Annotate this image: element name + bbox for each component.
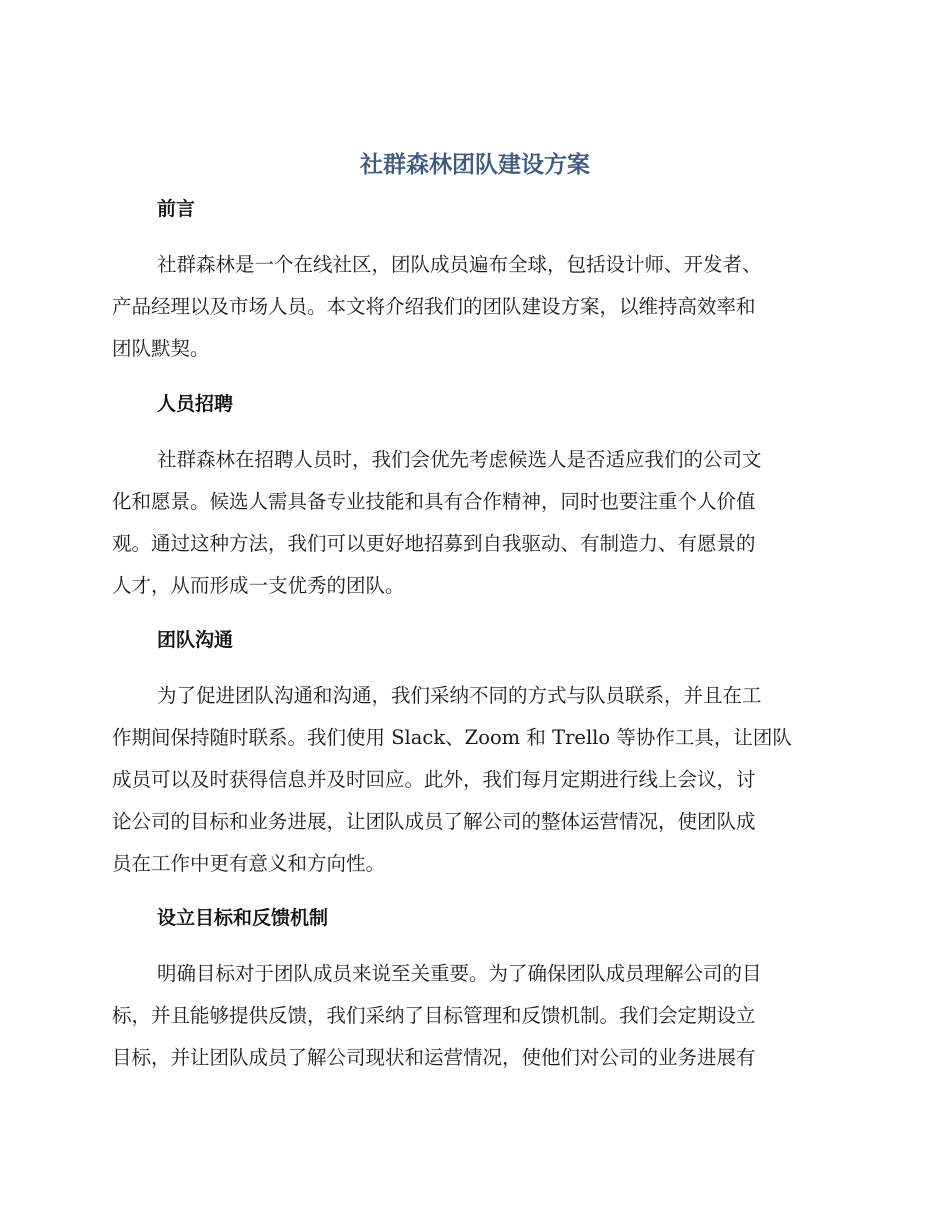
paragraph-line: 论公司的目标和业务进展，让团队成员了解公司的整体运营情况，使团队成 (112, 810, 756, 833)
paragraph-line: 社群森林在招聘人员时，我们会优先考虑候选人是否适应我们的公司文 (157, 448, 762, 471)
section-heading-recruitment: 人员招聘 (157, 393, 234, 415)
paragraph-line: 社群森林是一个在线社区，团队成员遍布全球，包括设计师、开发者、 (157, 253, 762, 276)
document-title: 社群森林团队建设方案 (360, 152, 590, 178)
section-heading-communication: 团队沟通 (157, 629, 234, 651)
paragraph-line: 目标，并让团队成员了解公司现状和运营情况，使他们对公司的业务进展有 (112, 1046, 756, 1069)
paragraph-line: 团队默契。 (112, 337, 210, 360)
paragraph-line: 作期间保持随时联系。我们使用 Slack、Zoom 和 Trello 等协作工具，让团队 (112, 726, 792, 749)
paragraph-line: 观。通过这种方法，我们可以更好地招募到自我驱动、有制造力、有愿景的 (112, 532, 756, 555)
paragraph-line: 员在工作中更有意义和方向性。 (112, 852, 386, 875)
paragraph-line: 为了促进团队沟通和沟通，我们采纳不同的方式与队员联系，并且在工 (157, 684, 762, 707)
section-heading-goals-feedback: 设立目标和反馈机制 (157, 907, 329, 929)
paragraph-line: 明确目标对于团队成员来说至关重要。为了确保团队成员理解公司的目 (157, 962, 762, 985)
paragraph-line: 人才，从而形成一支优秀的团队。 (112, 574, 405, 597)
paragraph-line: 化和愿景。候选人需具备专业技能和具有合作精神，同时也要注重个人价值 (112, 490, 756, 513)
paragraph-line: 标，并且能够提供反馈，我们采纳了目标管理和反馈机制。我们会定期设立 (112, 1004, 756, 1027)
section-heading-preface: 前言 (157, 198, 196, 220)
paragraph-line: 产品经理以及市场人员。本文将介绍我们的团队建设方案，以维持高效率和 (112, 295, 756, 318)
paragraph-line: 成员可以及时获得信息并及时回应。此外，我们每月定期进行线上会议，讨 (112, 768, 756, 791)
